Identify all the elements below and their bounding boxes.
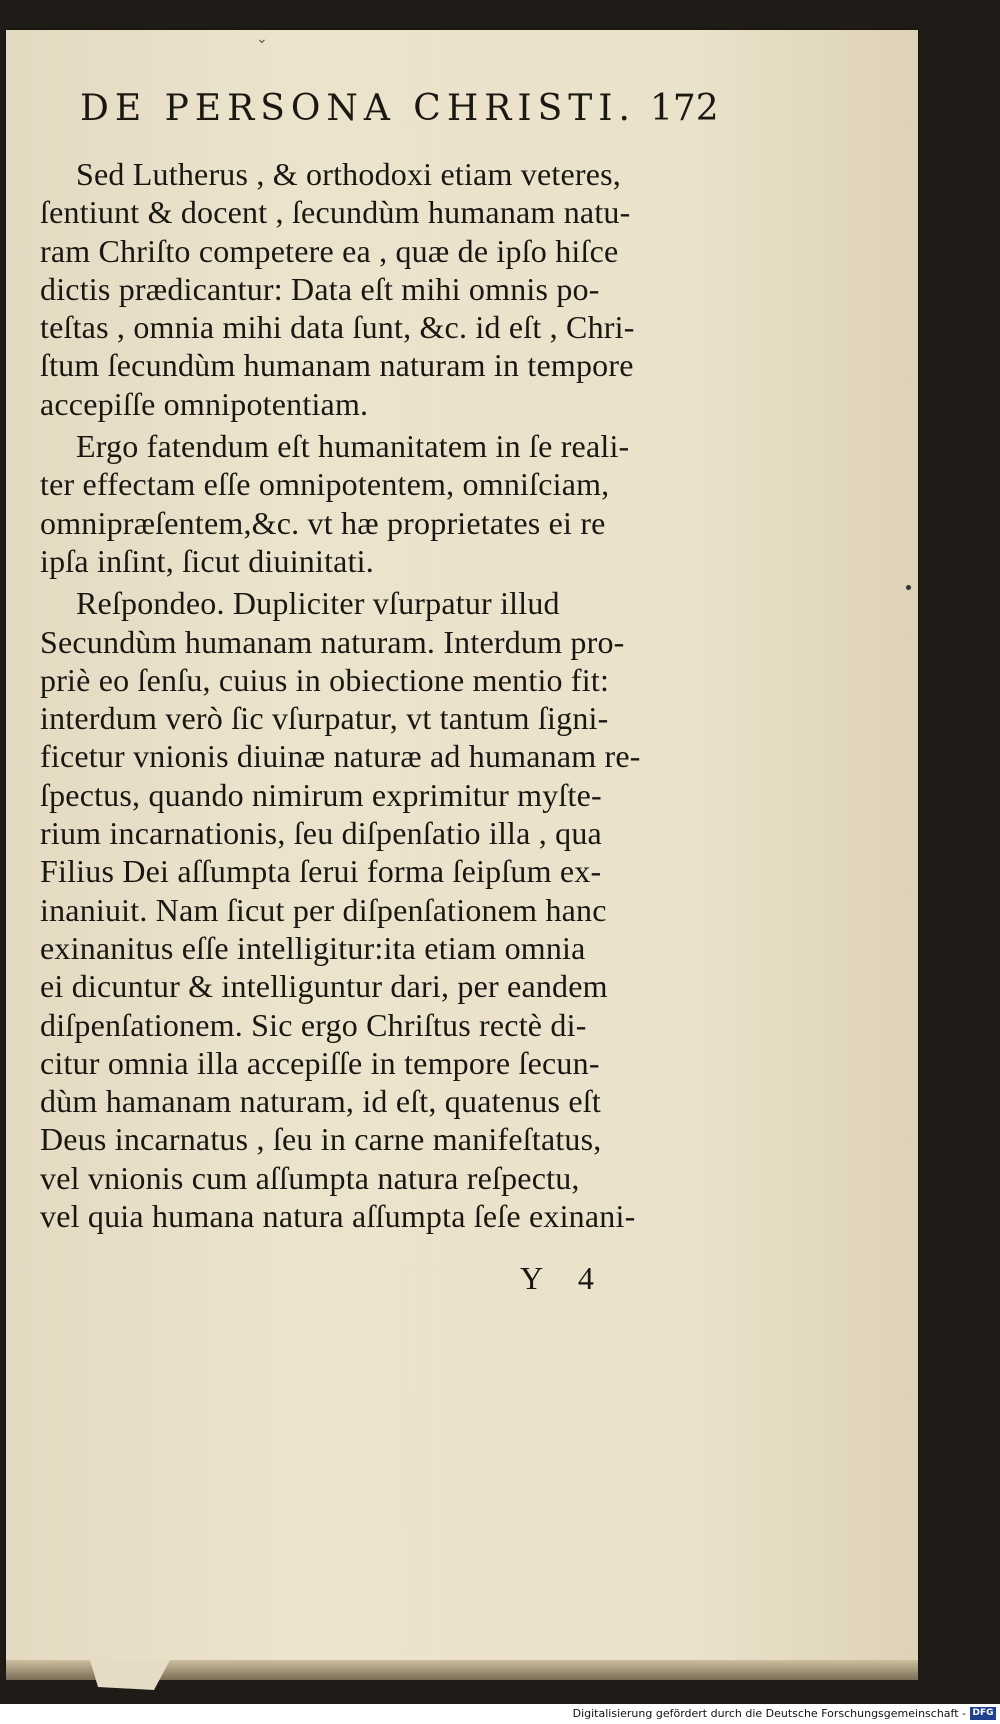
text-line: vel vnionis cum aſſumpta natura reſpectu, [40, 1159, 580, 1196]
text-line: ipſa inſint, ſicut diuinitati. [40, 542, 374, 579]
ink-dot [906, 585, 911, 590]
text-line: teſtas , omnia mihi data ſunt, &c. id eſt , Chri- [40, 309, 635, 346]
footer-credit: Digitalisierung gefördert durch die Deutsche Forschungsgemeinschaft - [572, 1707, 966, 1720]
text-line: Filius Dei aſſumpta ſerui forma ſeipſum ex- [40, 853, 602, 890]
text-line: exinanitus eſſe intelligitur:ita etiam omnia [40, 929, 586, 966]
text-line: Secundùm humanam naturam. Interdum pro- [40, 623, 625, 660]
text-line: accepiſſe omnipotentiam. [40, 385, 369, 422]
dfg-logo: DFG [970, 1707, 996, 1720]
text-line: rium incarnationis, ſeu diſpenſatio illa , qua [40, 815, 602, 852]
text-line: inaniuit. Nam ſicut per diſpenſationem hanc [40, 891, 607, 928]
signature-mark: Y 4 [520, 1260, 608, 1296]
text-line: ram Chriſto competere ea , quæ de ipſo hiſce [40, 232, 619, 269]
text-line: dùm hamanam naturam, id eſt, quatenus eſt [40, 1083, 601, 1120]
text-line: priè eo ſenſu, cuius in obiectione mentio fit: [40, 661, 610, 698]
text-line: Reſpondeo. Dupliciter vſurpatur illud [76, 585, 560, 622]
text-line: Ergo fatendum eſt humanitatem in ſe reali- [76, 428, 630, 465]
text-body [40, 155, 740, 1235]
text-line: diſpenſationem. Sic ergo Chriſtus rectè di- [40, 1006, 587, 1043]
text-line: vel quia humana natura aſſumpta ſeſe exinani- [40, 1198, 636, 1235]
text-line: dictis prædicantur: Data eſt mihi omnis po- [40, 270, 600, 307]
page-number: 172 [650, 88, 719, 129]
text-line: ſpectus, quando nimirum exprimitur myſte- [40, 776, 602, 813]
text-line: ficetur vnionis diuinæ naturæ ad humanam re- [40, 738, 641, 775]
ink-speck: ⌄ [256, 32, 268, 47]
text-line: Deus incarnatus , ſeu in carne manifeſtatus, [40, 1121, 602, 1158]
text-line: interdum verò ſic vſurpatur, vt tantum ſigni- [40, 700, 609, 737]
text-line: ei dicuntur & intelliguntur dari, per eandem [40, 968, 608, 1005]
running-title: DE PERSONA CHRISTI. [80, 88, 636, 129]
text-line: ſentiunt & docent , ſecundùm humanam natu- [40, 194, 631, 231]
text-line: omnipræſentem,&c. vt hæ proprietates ei re [40, 504, 606, 541]
text-line: ter effectam eſſe omnipotentem, omniſciam, [40, 466, 610, 503]
text-line: ſtum ſecundùm humanam naturam in tempore [40, 347, 634, 384]
text-line: Sed Lutherus , & orthodoxi etiam veteres, [76, 156, 621, 192]
text-line: citur omnia illa accepiſſe in tempore ſecun- [40, 1044, 600, 1081]
